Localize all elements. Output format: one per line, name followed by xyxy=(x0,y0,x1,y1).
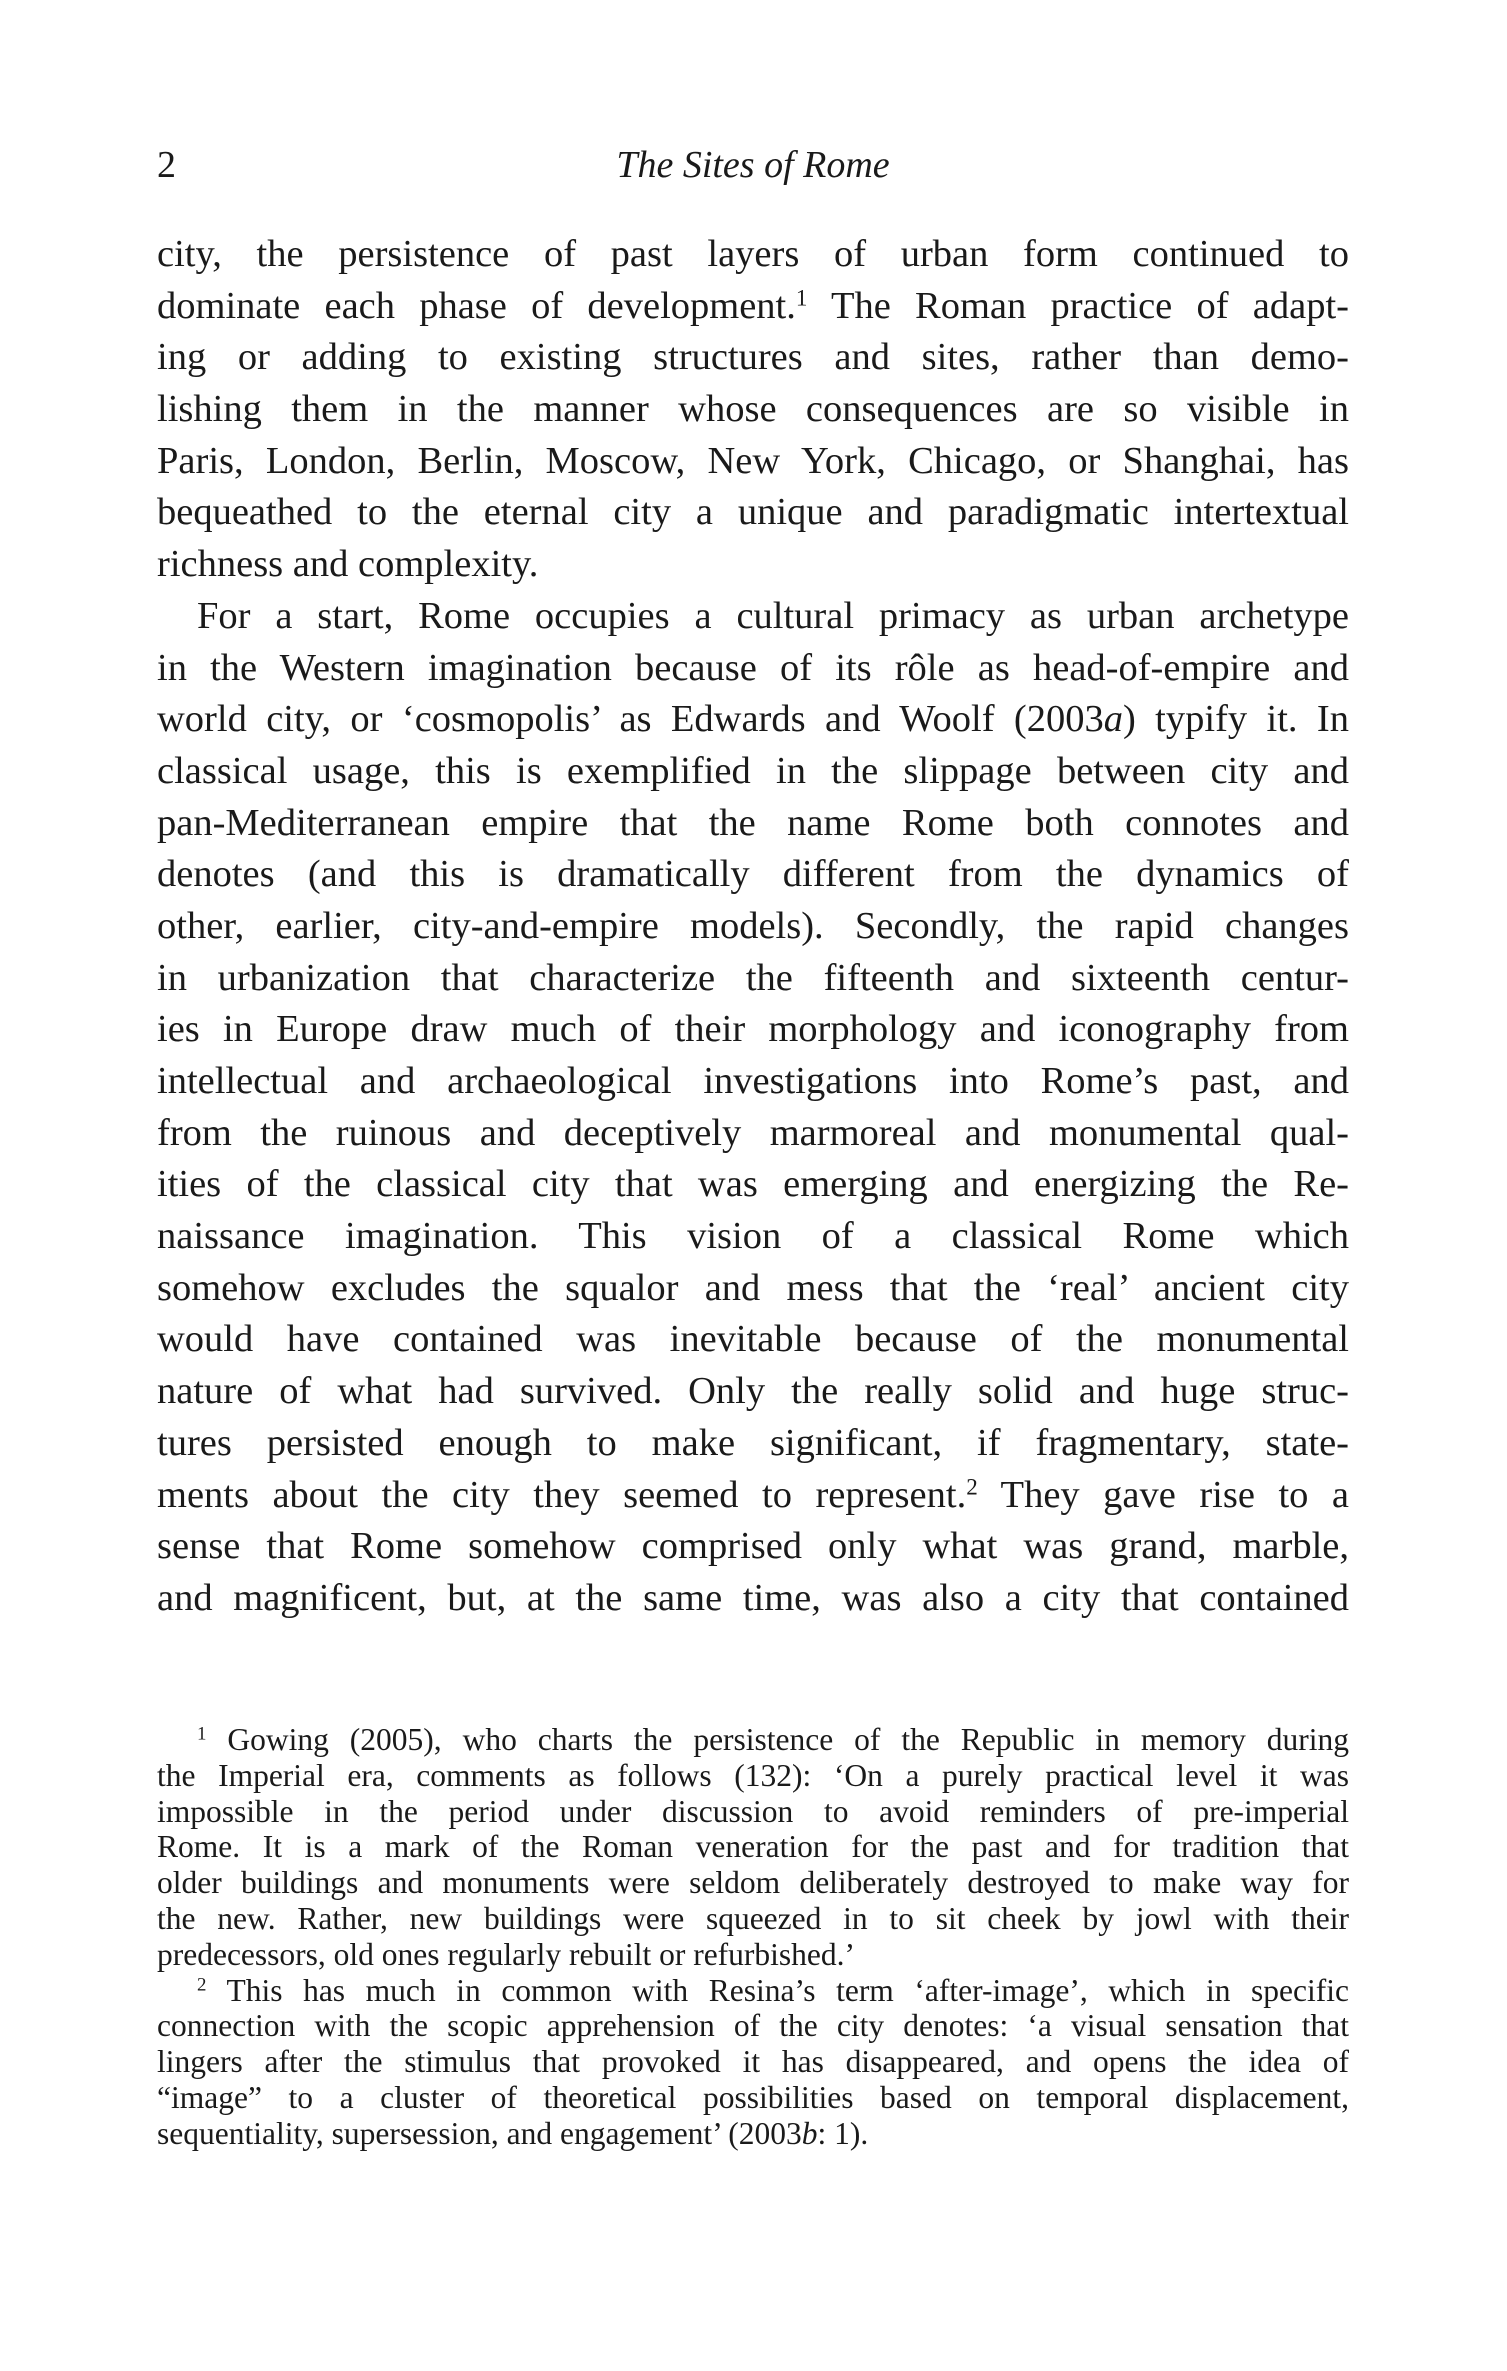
running-head xyxy=(157,140,1349,190)
text-line: from the ruinous and deceptively marmoreal and monumental qual- xyxy=(157,1111,1349,1154)
paragraph-2 xyxy=(157,591,1349,1625)
footnotes xyxy=(157,1722,1349,2152)
text-line: nature of what had survived. Only the really solid and huge struc- xyxy=(157,1370,1349,1413)
footnote-line: connection with the scopic apprehension of the city denotes: ‘a visual sensation that xyxy=(157,2008,1349,2044)
text-line: naissance imagination. This vision of a classical Rome which xyxy=(157,1215,1349,1258)
footnote-line: older buildings and monuments were seldom deliberately destroyed to make way for xyxy=(157,1865,1349,1901)
text-line: bequeathed to the eternal city a unique and paradigmatic intertextual xyxy=(157,491,1349,534)
text-line: ments about the city they seemed to represent.$^2$ They gave rise to a xyxy=(157,1472,1349,1516)
footnote-line: Rome. It is a mark of the Roman veneration for the past and for tradition that xyxy=(157,1829,1349,1865)
paragraph-1 xyxy=(157,229,1349,591)
footnote-marker: 2 xyxy=(966,1472,978,1499)
footnote-marker: 2 xyxy=(197,1974,207,1996)
footnote-line: $^1$ Gowing (2005), who charts the persistence of the Republic in memory during xyxy=(197,1722,1349,1757)
footnote-line: “image” to a cluster of theoretical possibilities based on temporal displacement, xyxy=(157,2079,1349,2115)
text-line: world city, or ‘cosmopolis’ as Edwards and Woolf (2003a) typify it. In xyxy=(157,698,1349,741)
text-line: sense that Rome somehow comprised only what was grand, marble, xyxy=(157,1525,1349,1568)
footnote-line: predecessors, old ones regularly rebuilt or refurbished.’ xyxy=(157,1936,856,1972)
text-line: would have contained was inevitable because of the monumental xyxy=(157,1318,1349,1361)
footnote-line: lingers after the stimulus that provoked it has disappeared, and opens the idea of xyxy=(157,2044,1349,2080)
text-line: Paris, London, Berlin, Moscow, New York, Chicago, or Shanghai, has xyxy=(157,439,1349,482)
text-line: ies in Europe draw much of their morphology and iconography from xyxy=(157,1008,1349,1051)
footnote-marker: 1 xyxy=(795,283,808,310)
footnote-line: the Imperial era, comments as follows (132): ‘On a purely practical level it was xyxy=(157,1757,1349,1793)
text-line: in the Western imagination because of its rôle as head-of-empire and xyxy=(157,646,1349,689)
footnote-1 xyxy=(157,1722,1349,1973)
text-line: pan-Mediterranean empire that the name Rome both connotes and xyxy=(157,801,1349,844)
body-text xyxy=(157,229,1349,1625)
text-line: city, the persistence of past layers of urban form continued to xyxy=(157,233,1349,275)
page-number: 2 xyxy=(157,144,176,186)
footnote-line: impossible in the period under discussion to avoid reminders of pre-imperial xyxy=(157,1793,1349,1829)
text-line: denotes (and this is dramatically different from the dynamics of xyxy=(157,853,1349,896)
text-line: intellectual and archaeological investigations into Rome’s past, and xyxy=(157,1060,1349,1102)
footnote-line: $^2$ This has much in common with Resina’s term ‘after-image’, which in specific xyxy=(197,1972,1349,2008)
text-line: dominate each phase of development.$^1$ The Roman practice of adapt- xyxy=(157,283,1349,327)
text-line: For a start, Rome occupies a cultural primacy as urban archetype xyxy=(197,594,1349,637)
text-line: richness and complexity. xyxy=(157,543,539,586)
text-line: in urbanization that characterize the fifteenth and sixteenth centur- xyxy=(157,956,1349,999)
footnote-2 xyxy=(157,1973,1349,2152)
text-line: ing or adding to existing structures and sites, rather than demo- xyxy=(157,336,1349,379)
text-line: other, earlier, city-and-empire models). Secondly, the rapid changes xyxy=(157,904,1349,947)
text-line: tures persisted enough to make significant, if fragmentary, state- xyxy=(157,1421,1349,1464)
footnote-marker: 1 xyxy=(197,1723,207,1745)
text-line: somehow excludes the squalor and mess that the ‘real’ ancient city xyxy=(157,1266,1349,1309)
footnote-line: sequentiality, supersession, and engagement’ (2003b: 1). xyxy=(157,2115,869,2151)
running-title: The Sites of Rome xyxy=(616,144,890,186)
text-line: lishing them in the manner whose consequences are so visible in xyxy=(157,388,1349,431)
text-line: classical usage, this is exemplified in the slippage between city and xyxy=(157,749,1349,792)
text-line: ities of the classical city that was emerging and energizing the Re- xyxy=(157,1163,1349,1206)
text-line: and magnificent, but, at the same time, was also a city that contained xyxy=(157,1576,1349,1619)
footnote-line: the new. Rather, new buildings were squeezed in to sit cheek by jowl with their xyxy=(157,1900,1349,1936)
